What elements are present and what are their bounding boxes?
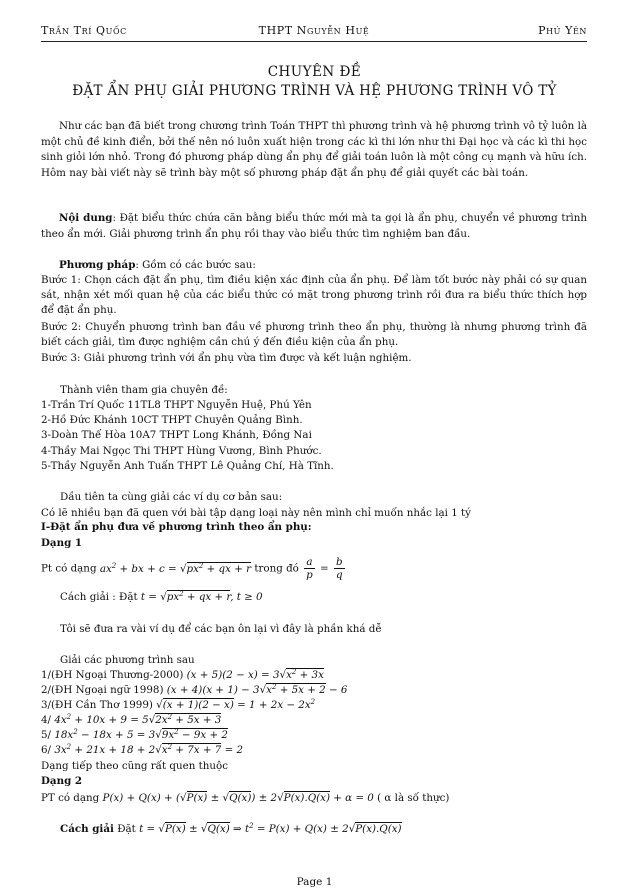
header-province: Phú Yên xyxy=(538,24,587,37)
solution-substitution: $t = √px^2$ + qx + r, t ≥ 0 xyxy=(140,590,263,603)
content-label: Nội dung xyxy=(59,212,113,224)
solve-label: Cách giải : Đặt xyxy=(60,591,138,603)
example-3: 3/(ĐH Cần Thơ 1999) $√(x + 1)(2 - x) = 1 + 2x - 2x^2$ xyxy=(41,698,316,711)
method-step-1: Bước 1: Chọn cách đặt ẩn phụ, tìm điều kiện xác định của ẩn phụ. Để làm tốt bước này phải có sự quan sát, nhận xét mối quan hệ của các biểu thức có mặt trong phương trình rồi đưa ra biểu thức thích hợp để đặt ẩn phụ. xyxy=(41,274,587,316)
form-2-substitution: t = √P(x) ± √Q(x) ⇒ $t^2 = P(x) + Q(x) \pm 2√P(x).Q(x)$ xyxy=(139,822,402,835)
member-item: 5-Thầy Nguyễn Anh Tuấn THPT Lê Quảng Chí, Hà Tĩnh. xyxy=(41,460,334,472)
form-2-solution xyxy=(60,822,620,837)
form-1-equation: $ax^2$ + bx + $c = √px^2$ + qx + r xyxy=(99,561,252,575)
example-1: 1/(ĐH Ngoại Thương-2000) $(x + 5)(2 - x) = 3√x^2 + 3x$ xyxy=(41,668,324,681)
pt2-note: ( α là số thực) xyxy=(377,792,450,804)
member-item: 4-Thầy Mai Ngọc Thi THPT Hùng Vương, Bình Phước. xyxy=(41,445,322,457)
form-2-heading: Dạng 2 xyxy=(41,775,83,787)
pt2-prefix: PT có dạng xyxy=(41,792,100,804)
form-1-statement: Pt có dạng $ax^2$ + bx + $c = √px^2$ + qx + r trong đó $\frac{a}{p}$ = $\frac{b}{q}$ xyxy=(41,556,343,581)
start-line: Dầu tiên ta cùng giải các ví dụ cơ bản sau: xyxy=(60,491,283,503)
example-5: 5/ $18x^2 - 18x + 5 = 3√9x^2 - 9x + 2$ xyxy=(41,728,228,741)
method-step-3: Bước 3: Giải phương trình với ẩn phụ vừa tìm được và kết luận nghiệm. xyxy=(41,352,412,364)
intro-paragraph: Như các bạn đã biết trong chương trình Toán THPT thì phương trình và hệ phương trình vô tỷ luôn là một chủ đề kinh điển, bởi thế nên nó luôn xuất hiện trong các kì thi lớn như thi Đại học và các kì thi học sinh giỏi lớn nhỏ. Trong đó phương pháp dùng ẩn phụ để giải toán luôn là một công cụ mạnh và hữu ích. Hôm nay bài viết này sẽ trình bày một số phương pháp đặt ẩn phụ để giải quyết các bài toán. xyxy=(41,120,587,179)
fraction-b-q: $\frac{b}{q}$ xyxy=(335,556,343,581)
recall-line: Có lẽ nhiều bạn đã quen với bài tập dạng loại này nên mình chỉ muốn nhắc lại 1 tý xyxy=(41,507,471,519)
title-line-2: ĐẶT ẨN PHỤ GIẢI PHƯƠNG TRÌNH VÀ HỆ PHƯƠNG TRÌNH VÔ TỶ xyxy=(72,83,557,99)
member-item: 2-Hồ Đức Khánh 10CT THPT Chuyên Quảng Bình. xyxy=(41,414,303,426)
header-rule xyxy=(41,41,587,42)
header-school: THPT Nguyễn Huệ xyxy=(258,24,370,37)
example-2: 2/(ĐH Ngoại ngữ 1998) $(x + 4)(x + 1) - 3√x^2 + 5x + 2 - 6$ xyxy=(41,683,348,696)
content-paragraph xyxy=(41,211,587,242)
section-1-heading: I-Đặt ẩn phụ đưa về phương trình theo ẩn phụ: xyxy=(41,521,312,533)
pt-prefix: Pt có dạng xyxy=(41,562,97,575)
pt-where: trong đó xyxy=(254,562,299,575)
members-heading: Thành viên tham gia chuyên đề: xyxy=(60,384,228,396)
header-author: Trần Trí Quốc xyxy=(41,24,127,37)
method-text: : Gồm có các bước sau: xyxy=(135,259,256,271)
form-1-heading: Dạng 1 xyxy=(41,537,83,549)
member-item: 1-Trần Trí Quốc 11TL8 THPT Nguyễn Huệ, Phú Yên xyxy=(41,399,312,411)
example-4: 4/ $4x^2 + 10x + 9 = 5√2x^2 + 5x + 3$ xyxy=(41,713,222,726)
method-label: Phương pháp xyxy=(59,259,136,271)
solve2-text: Đặt xyxy=(117,823,136,835)
content-text: : Đặt biểu thức chứa căn bằng biểu thức mới mà ta gọi là ẩn phụ, chuyển về phương trình theo ẩn mới. Giải phương trình ẩn phụ rồi thay vào biểu thức tìm nghiệm ban đầu. xyxy=(41,212,587,240)
examples-intro: Tôi sẽ đưa ra vài ví dụ để các bạn ôn lại vì đây là phần khá dễ xyxy=(60,623,382,635)
member-item: 3-Doàn Thế Hòa 10A7 THPT Long Khánh, Đồng Nai xyxy=(41,429,312,441)
method-heading xyxy=(41,258,587,273)
solve2-label: Cách giải xyxy=(60,823,114,835)
title-line-1: CHUYÊN ĐỀ xyxy=(267,64,362,80)
solve-equations-heading: Giải các phương trình sau xyxy=(60,654,195,666)
running-header xyxy=(41,24,587,40)
page-number: Page 1 xyxy=(296,876,333,888)
example-6: 6/ $3x^2 + 21x + 18 + 2√x^2 + 7x + 7 = 2$ xyxy=(41,743,244,756)
continue-line: Dạng tiếp theo cũng rất quen thuộc xyxy=(41,760,228,772)
form-2-equation: P(x) + Q(x) + (√P(x) ± √Q(x)) ± 2√P(x).Q(x) + α = 0 xyxy=(102,792,374,804)
form-1-solution xyxy=(60,590,620,605)
method-step-2: Bước 2: Chuyển phương trình ban đầu về phương trình theo ẩn phụ, thường là nhưng phương trình đã biết cách giải, tìm được nghiệm cần chú ý đến điều kiện của ẩn phụ. xyxy=(41,321,587,348)
fraction-a-p: $\frac{a}{p}$ xyxy=(306,556,313,581)
form-2-statement xyxy=(41,791,601,806)
